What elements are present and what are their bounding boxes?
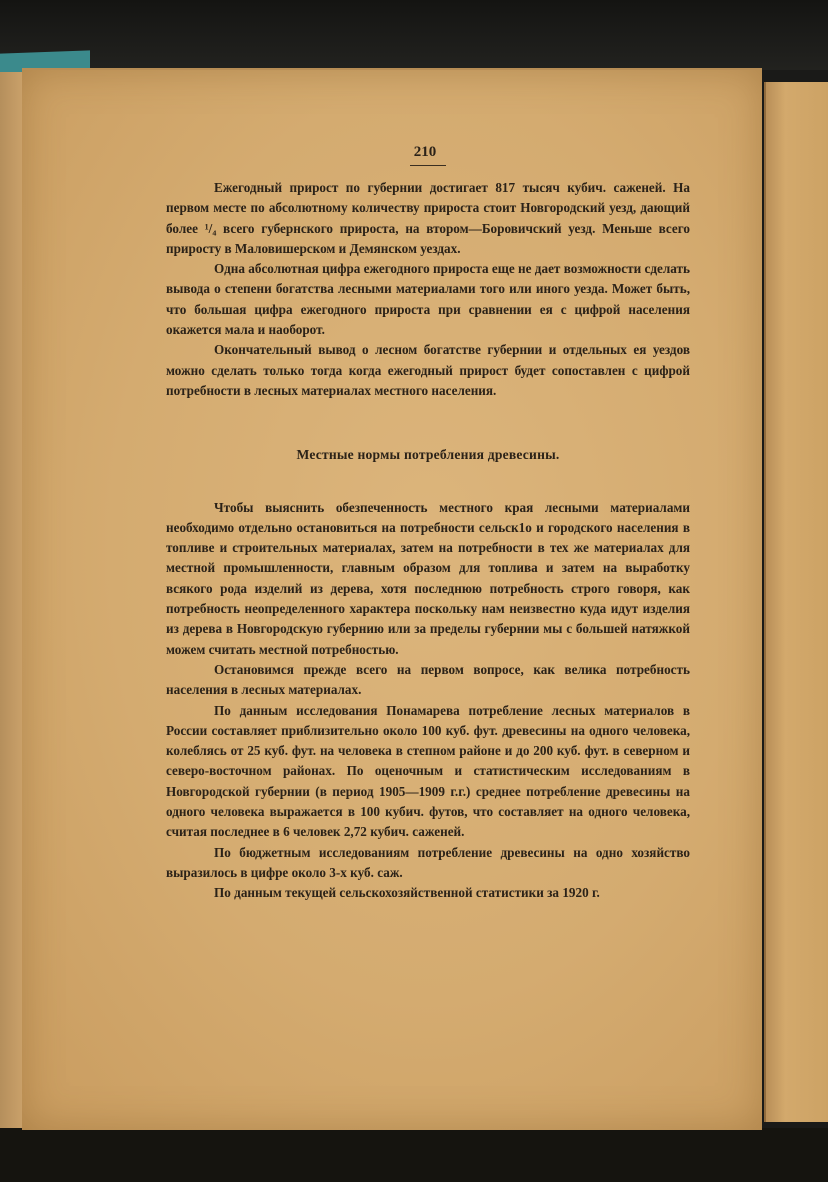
page-number: 210 bbox=[413, 144, 437, 160]
paragraph: По бюджетным исследованиям потребление древесины на одно хозяйство выразилось в цифре около 3-х куб. саж. bbox=[166, 844, 690, 880]
backdrop bbox=[0, 0, 828, 70]
section-title: Местные нормы потребления древесины. bbox=[296, 447, 560, 463]
paragraph: Одна абсолютная цифра ежегодного прироста еще не дает возможности сделать вывода о степени богатства лесными материалами того или иного уезда. Может быть, что большая цифра ежегодного прироста при сравнении ея с цифрой населения окажется мала и наоборот. bbox=[166, 261, 690, 338]
backdrop-bottom bbox=[0, 1128, 828, 1182]
paragraph: Ежегодный прирост по губернии достигает 817 тысяч кубич. саженей. На первом месте по абсолютному количеству прироста стоит Новгородский уезд, дающий более ¹/₄ всего губернского прироста, на втором—Боровичский уезд. Меньше всего приросту в Маловишерском и Демянском уездах. bbox=[166, 180, 690, 256]
paragraph: Остановимся прежде всего на первом вопросе, как велика потребность населения в лесных материалах. bbox=[166, 661, 690, 698]
paragraph: По данным текущей сельскохозяйственной статистики за 1920 г. bbox=[214, 885, 600, 901]
facing-page-edge bbox=[764, 82, 828, 1122]
paragraph: Чтобы выяснить обезпеченность местного края лесными материалами необходимо отдельно остановиться на потребности сельск1о и городского населения в топливе и строительных материалах, затем на потребности в тех же материалах для местной промышленности, главным образом для топлива и затем на выработку всякого рода изделий из дерева, хотя последнюю потребность строго говоря, как потребность неопределенного характера поскольку нам неизвестно куда идут изделия из дерева в Новгородскую губернию или за пределы губернии мы с большей натяжкой можем считать местной потребностью. bbox=[166, 499, 690, 657]
paragraph: По данным исследования Понамарева потребление лесных материалов в России составляет приблизительно около 100 куб. фут. древесины на одного человека, колеблясь от 25 куб. фут. на человека в степном районе и до 200 куб. фут. в северном и северо-восточном районах. По оценочным и статистическим исследованиям в Новгородской губернии (в период 1905—1909 г.г.) среднее потребление древесины на одного человека выражается в 100 кубич. футов, что составляет на одного человека, считая последнее в 6 человек 2,72 кубич. саженей. bbox=[166, 702, 690, 840]
page-content bbox=[166, 140, 690, 904]
paragraph: Окончательный вывод о лесном богатстве губернии и отдельных ея уездов можно сделать только тогда когда ежегодный прирост будет сопоставлен с цифрой потребности в лесных материалах местного населения. bbox=[166, 342, 690, 398]
